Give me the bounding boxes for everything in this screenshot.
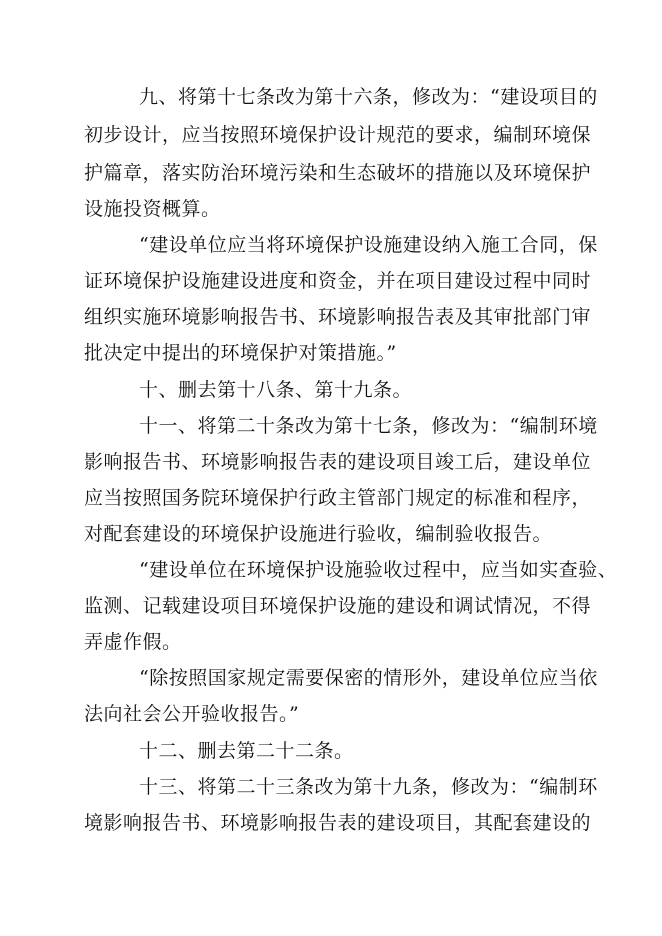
text-line: 十二、删去第二十二条。 xyxy=(139,740,354,762)
text-line: 法向社会公开验收报告。” xyxy=(84,703,300,725)
text-line: 十、删去第十八条、第十九条。 xyxy=(139,379,413,401)
text-line: 境影响报告书、环境影响报告表的建设项目，其配套建设的 xyxy=(84,812,592,834)
text-line: 监测、记载建设项目环境保护设施的建设和调试情况，不得 xyxy=(84,595,592,617)
text-line: 护篇章，落实防治环境污染和生态破坏的措施以及环境保护 xyxy=(84,162,592,184)
text-line: 批决定中提出的环境保护对策措施。” xyxy=(84,342,397,364)
text-line: 影响报告书、环境影响报告表的建设项目竣工后，建设单位 xyxy=(84,451,592,473)
text-line: “除按照国家规定需要保密的情形外，建设单位应当依 xyxy=(139,667,598,689)
text-line: 设施投资概算。 xyxy=(84,198,221,220)
text-line: “建设单位在环境保护设施验收过程中，应当如实查验、 xyxy=(139,559,618,581)
text-line: “建设单位应当将环境保护设施建设纳入施工合同，保 xyxy=(139,234,598,256)
text-line: 十一、将第二十条改为第十七条，修改为：“编制环境 xyxy=(139,415,598,437)
text-line: 证环境保护设施建设进度和资金，并在项目建设过程中同时 xyxy=(84,270,592,292)
text-line: 应当按照国务院环境保护行政主管部门规定的标准和程序， xyxy=(84,487,592,509)
text-line: 组织实施环境影响报告书、环境影响报告表及其审批部门审 xyxy=(84,306,592,328)
text-line: 九、将第十七条改为第十六条，修改为：“建设项目的 xyxy=(139,86,598,108)
text-line: 十三、将第二十三条改为第十九条，修改为：“编制环 xyxy=(139,776,598,798)
text-line: 弄虚作假。 xyxy=(84,631,182,653)
text-line: 初步设计，应当按照环境保护设计规范的要求，编制环境保 xyxy=(84,124,592,146)
text-line: 对配套建设的环境保护设施进行验收，编制验收报告。 xyxy=(84,523,553,545)
